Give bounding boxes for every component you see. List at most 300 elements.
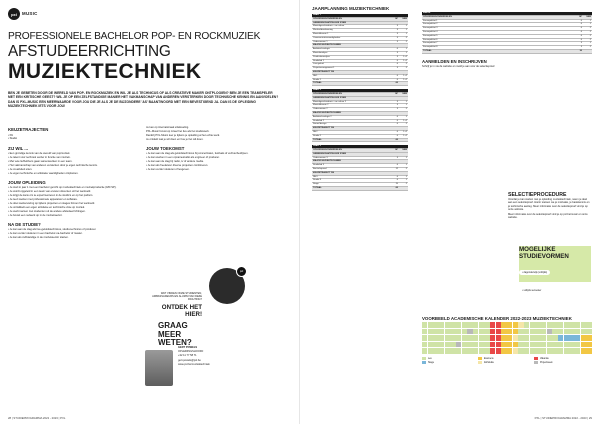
studievormen-title: MOGELIJKE STUDIEVORMEN <box>519 246 569 260</box>
table-cell-label: Ondernemen 2 <box>312 108 390 112</box>
selectie-block <box>508 192 592 220</box>
curriculum-table <box>312 14 408 86</box>
table-cell-sem: 1 <box>399 48 408 52</box>
table-cell-sp: SP <box>390 92 399 96</box>
calendar-cell <box>479 329 484 335</box>
curriculum-table <box>422 12 592 54</box>
list-item: • Het vakmanschap van anderen versterken door je eigen technische kennis. <box>8 163 98 167</box>
calendar-cell <box>450 348 455 354</box>
table-cell-sp: 6 <box>390 130 399 134</box>
calendar-cell <box>581 329 586 335</box>
calendar-cell <box>564 348 569 354</box>
table-cell-sp: 3 <box>390 104 399 108</box>
calendar-grid <box>422 322 592 354</box>
calendar-cell <box>535 329 540 335</box>
table-cell-sp: 3 <box>390 25 399 29</box>
calendar-cell <box>564 342 569 348</box>
table-cell-sp: 15 <box>390 183 399 187</box>
calendar-cell <box>462 342 467 348</box>
table-cell-sp: 6 <box>390 78 399 82</box>
calendar-cell <box>450 322 455 328</box>
calendar-row <box>422 348 592 354</box>
list-item: • Je kan aan de slag als geluidstechnicus bij concertzalen, festivals of verhuurbedrijven. <box>146 152 249 156</box>
calendar-cell <box>501 322 506 328</box>
legend-label: Projectweek <box>540 361 553 364</box>
calendar-cell <box>581 348 586 354</box>
contact-phone[interactable]: +32 11 77 58 71 <box>178 354 197 358</box>
calendar-cell <box>552 342 557 348</box>
calendar-cell <box>473 329 478 335</box>
calendar-cell <box>501 342 506 348</box>
list-item: • Je eigen technische en artistieke vaardigheden ontplooien. <box>8 171 79 175</box>
table-cell-sem: SEM <box>399 149 408 153</box>
table-header: JAAR 1 <box>312 14 408 17</box>
table-cell-sem <box>399 187 408 191</box>
page-number: 29 <box>588 416 592 420</box>
calendar-cell <box>484 348 489 354</box>
table-cell-sp: 3 <box>390 156 399 160</box>
calendar-cell <box>586 335 591 341</box>
table-cell-label: Muziekgeschiedenis - en cultuur 2 <box>312 100 390 104</box>
table-cell-sem: 1+2 <box>399 74 408 78</box>
calendar-cell <box>467 322 472 328</box>
right-page <box>300 0 600 424</box>
calendar-cell <box>490 348 495 354</box>
calendar-cell <box>507 322 512 328</box>
cta-block[interactable] <box>146 292 202 318</box>
table-cell-label: TOTAAL <box>312 82 390 86</box>
calendar-cell <box>535 342 540 348</box>
calendar-cell <box>524 348 529 354</box>
note-text: Schrijf je in via de website en meld je aan voor de selectieproef. <box>422 65 496 69</box>
table-cell-sem: 2 <box>399 123 408 127</box>
table-cell-label: MAJOR MUZIEKTECHNIEK <box>312 44 390 48</box>
list-item: Dankzij PXL-Music leer je tijdens je opleiding al het echte werk. <box>146 133 220 137</box>
contact-name: GERT POWELS <box>178 346 198 349</box>
table-cell-sp: 6 <box>390 179 399 183</box>
calendar-cell <box>518 348 523 354</box>
calendar-cell <box>547 322 552 328</box>
calendar-cell <box>552 335 557 341</box>
table-cell-sp: 6 <box>390 48 399 52</box>
table-cell-sp: SP <box>390 17 399 21</box>
legend-label: Stage <box>428 361 435 364</box>
heading-jouw-opleiding: JOUW OPLEIDING <box>8 179 46 185</box>
table-cell-sp: 60 <box>390 82 399 86</box>
table-cell-label: Studiolab 3 <box>312 164 390 168</box>
list-item: • Je talent voor techniek verder in functie van muziek. <box>8 156 71 160</box>
table-cell-sem: 1+2 <box>399 78 408 82</box>
table-cell-label: Muziektheorie 1 <box>312 32 390 36</box>
calendar-cell <box>518 335 523 341</box>
calendar-cell <box>433 322 438 328</box>
calendar-cell <box>586 342 591 348</box>
table-cell-sem: 1+2 <box>399 134 408 138</box>
table-cell-sp: 6 <box>390 59 399 63</box>
table-cell-sem: 1 <box>399 175 408 179</box>
table-cell-label: PA 3 <box>312 175 390 179</box>
table-cell-sp: 3 <box>390 100 399 104</box>
table-cell-sp: 3 <box>390 108 399 112</box>
table-cell-sp: 3 <box>390 40 399 44</box>
calendar-cell <box>484 322 489 328</box>
list-item: • Je wordt opgeleid in een team van ervaren docenten uit het werkveld. <box>8 190 91 194</box>
student-photo <box>209 268 245 304</box>
table-cell-label: Live-geluid <box>312 63 390 67</box>
table-cell-sem: 2 <box>399 108 408 112</box>
calendar-cell <box>575 335 580 341</box>
table-cell-sem: 2 <box>583 46 592 50</box>
calendar-cell <box>558 335 563 341</box>
page-number: 28 <box>8 416 12 420</box>
table-cell-sp: 6 <box>390 119 399 123</box>
calendar-cell <box>552 348 557 354</box>
table-cell-sem: 2 <box>399 183 408 187</box>
calendar-cell <box>564 329 569 335</box>
calendar-cell <box>433 335 438 341</box>
calendar-cell <box>501 335 506 341</box>
footer-text: | STUDIEPROGRAMMA 2022 - 2023 | PXL <box>11 416 66 420</box>
heading-jouw-toekomst: JOUW TOEKOMST <box>146 145 185 151</box>
list-item: • Je werkt samen met studenten uit de andere afstudeerrichtingen. <box>8 209 86 213</box>
calendar-cell <box>496 348 501 354</box>
calendar-cell <box>547 335 552 341</box>
cta-question: WAT VINDEN ONZE STUDENTEN, AMBASSADEURS EN ALUMNI VAN DEZE RICHTING? <box>152 292 202 302</box>
brand-name: MUSIC <box>22 11 38 16</box>
calendar-cell <box>541 329 546 335</box>
note-heading: AANMELDEN EN INSCHRIJVEN <box>422 58 487 64</box>
table-cell-sem: 1 <box>399 179 408 183</box>
table-cell-sp: 6 <box>574 30 583 34</box>
calendar-cell <box>428 342 433 348</box>
table-cell-label: PA 2 <box>312 130 390 134</box>
footer-right <box>535 416 592 420</box>
calendar-cell <box>518 329 523 335</box>
contact-role: OPLEIDINGSHOOFD <box>178 350 204 354</box>
calendar-cell <box>547 342 552 348</box>
table-cell-label: Werkveldverkenning <box>312 29 390 33</box>
calendar-cell <box>541 348 546 354</box>
table-cell-label: PA 1 <box>312 74 390 78</box>
table-cell-label: Keuzepakket 1 <box>422 19 574 23</box>
cta-link[interactable]: ONTDEK HET HIER! <box>161 303 202 318</box>
calendar-cell <box>564 322 569 328</box>
calendar-cell <box>445 348 450 354</box>
legend-item <box>534 361 590 365</box>
table-cell-sem: 2 <box>399 67 408 71</box>
curriculum-table <box>312 145 408 191</box>
calendar-cell <box>422 348 427 354</box>
calendar-cell <box>552 329 557 335</box>
table-cell-sp: SP <box>390 149 399 153</box>
legend-swatch <box>478 357 482 360</box>
table-cell-label: Keuzepakket 7 <box>422 42 574 46</box>
list-item: • Met vele liefhebbers gaan samenwerken in een team. <box>8 159 73 163</box>
list-item: • Je doet werkervaring op tijdens projecten en stages binnen het werkveld. <box>8 202 95 205</box>
list-item: • Je kan als freelancer diverse projecten combineren. <box>146 164 209 168</box>
table-cell-sem: 1 <box>583 23 592 27</box>
table-row <box>312 138 408 142</box>
list-item: • Je krijgt de kans om te experimenteren in de studio's en op het podium. <box>8 194 94 198</box>
legend-swatch <box>534 361 538 364</box>
calendar-cell <box>513 329 518 335</box>
table-cell-sp: 60 <box>390 187 399 191</box>
calendar-cell <box>439 348 444 354</box>
list-item: • Je bouwt een netwerk op in de muzieksector. <box>8 213 63 217</box>
calendar-cell <box>445 342 450 348</box>
table-cell-sem: 2 <box>399 36 408 40</box>
calendar-cell <box>433 329 438 335</box>
table-cell-label: KEUZETRAJECT PA <box>312 171 390 175</box>
table-cell-sp: 6 <box>574 27 583 31</box>
legend-item <box>478 361 534 365</box>
table-cell-sp: 3 <box>390 29 399 33</box>
table-cell-sem: 2 <box>583 30 592 34</box>
list-item: Je ontdekt wat je wil doen en hoe je het wil doen. <box>146 137 204 141</box>
calendar-cell <box>535 335 540 341</box>
calendar-cell <box>428 335 433 341</box>
table-cell-sem: 1+2 <box>399 59 408 63</box>
calendar-cell <box>445 329 450 335</box>
table-cell-label: Muziekanalyse <box>312 51 390 55</box>
curriculum-year-block <box>312 89 408 142</box>
table-cell-sem: 1 <box>399 29 408 33</box>
calendar-cell <box>473 342 478 348</box>
calendar-cell <box>450 342 455 348</box>
list-item: • Je kan aan de slag als live-geluidstechnicus, studio-technicus of producer. <box>8 228 97 232</box>
table-cell-sp: 6 <box>390 115 399 119</box>
calendar-row <box>422 342 592 348</box>
table-cell-sp: 30 <box>574 49 583 53</box>
calendar-cell <box>518 322 523 328</box>
calendar-cell <box>586 348 591 354</box>
calendar-cell <box>524 329 529 335</box>
page-kicker: PROFESSIONELE BACHELOR POP- EN ROCKMUZIEK <box>8 31 261 42</box>
calendar-cell <box>445 322 450 328</box>
table-cell-label: TOTAAL <box>312 138 390 142</box>
calendar-cell <box>513 342 518 348</box>
calendar-cell <box>473 322 478 328</box>
list-item: • Je creativiteit uiten. <box>8 167 33 171</box>
pxl-logo: pxl <box>8 8 20 20</box>
calendar-cell <box>513 348 518 354</box>
calendar-cell <box>422 322 427 328</box>
calendar-cell <box>462 322 467 328</box>
table-cell-sem <box>399 82 408 86</box>
calendar-cell <box>456 335 461 341</box>
calendar-cell <box>484 335 489 341</box>
calendar-cell <box>586 329 591 335</box>
table-cell-sem: 2 <box>399 63 408 67</box>
table-cell-label: Studiolab 2 <box>312 119 390 123</box>
table-cell-sp: 6 <box>574 23 583 27</box>
table-cell-sem: SEM <box>399 92 408 96</box>
table-cell-label: GEMEENSCHAPPELIJKE STAM <box>312 21 390 25</box>
curriculum-year-block <box>312 14 408 86</box>
table-cell-sem: 1+2 <box>399 55 408 59</box>
table-cell-sem: 1 <box>399 25 408 29</box>
legend-swatch <box>534 357 538 360</box>
calendar-cell <box>422 342 427 348</box>
calendar-cell <box>484 342 489 348</box>
calendar-cell <box>456 348 461 354</box>
calendar-cell <box>541 322 546 328</box>
table-cell-label: MAJOR MUZIEKTECHNIEK <box>312 111 390 115</box>
calendar-cell <box>569 342 574 348</box>
calendar-cell <box>558 348 563 354</box>
legend-label: Les <box>428 357 432 360</box>
table-cell-sem: 1 <box>583 19 592 23</box>
table-cell-label: Audiotechnologie <box>312 48 390 52</box>
list-item: • Studio <box>8 137 18 141</box>
list-item: • PA <box>8 133 13 137</box>
table-cell-label: OPLEIDINGSONDERDELEN <box>312 92 390 96</box>
list-item: • Je kan verder studeren of lesgeven. <box>146 168 190 172</box>
table-cell-sp: SP <box>574 15 583 19</box>
calendar-cell <box>467 348 472 354</box>
calendar-cell <box>524 322 529 328</box>
calendar-cell <box>439 335 444 341</box>
calendar-cell <box>507 329 512 335</box>
page-title-line1: AFSTUDEERRICHTING <box>8 43 171 60</box>
calendar-cell <box>462 335 467 341</box>
table-cell-label: Communicatievaardigheden <box>312 36 390 40</box>
table-cell-label: KEUZETRAJECT PA <box>312 70 390 74</box>
table-cell-label: Studiolab 1 <box>312 59 390 63</box>
selectie-text: Voordat je kan starten met je opleiding muziektechniek, neem je deel aan een selectieproef. Hierin toetsen we je motivatie, je basiskennis en je technische aanleg. Meer informatie over de selectieproef vind je op onze website. <box>508 198 590 211</box>
table-cell-label: Sound design <box>312 123 390 127</box>
calendar-cell <box>530 342 535 348</box>
heading-na-studie: NA DE STUDIE? <box>8 221 41 227</box>
calendar-cell <box>439 329 444 335</box>
left-column <box>8 122 138 240</box>
academic-calendar <box>422 316 592 365</box>
calendar-cell <box>530 348 535 354</box>
calendar-title: VOORBEELD ACADEMISCHE KALENDER 2022-2023 MUZIEKTECHNIEK <box>422 316 572 321</box>
list-item: • Je kan werken in een opnamestudio als engineer of producer. <box>146 156 220 160</box>
table-cell-label: OPLEIDINGSONDERDELEN <box>312 149 390 153</box>
table-cell-sp: 3 <box>390 36 399 40</box>
calendar-cell <box>462 329 467 335</box>
table-cell-sem: 1 <box>399 100 408 104</box>
table-cell-label: GEMEENSCHAPPELIJKE STAM <box>312 152 390 156</box>
calendar-cell <box>569 348 574 354</box>
calendar-cell <box>581 322 586 328</box>
table-header: JAAR 3 <box>312 145 408 148</box>
table-header: MINOR <box>422 12 592 15</box>
calendar-cell <box>530 329 535 335</box>
curriculum-year-block <box>312 145 408 191</box>
calendar-cell <box>462 348 467 354</box>
calendar-cell <box>541 335 546 341</box>
calendar-row <box>422 335 592 341</box>
calendar-cell <box>569 322 574 328</box>
calendar-cell <box>552 322 557 328</box>
contact-block <box>178 346 248 367</box>
calendar-cell <box>439 322 444 328</box>
calendar-cell <box>569 335 574 341</box>
calendar-cell <box>507 348 512 354</box>
calendar-cell <box>575 322 580 328</box>
calendar-cell <box>496 335 501 341</box>
calendar-cell <box>479 342 484 348</box>
calendar-cell <box>428 348 433 354</box>
calendar-cell <box>501 348 506 354</box>
calendar-row <box>422 329 592 335</box>
calendar-cell <box>490 335 495 341</box>
calendar-cell <box>428 329 433 335</box>
table-cell-sem: 1 <box>399 115 408 119</box>
calendar-cell <box>575 329 580 335</box>
calendar-cell <box>507 342 512 348</box>
calendar-cell <box>513 322 518 328</box>
table-cell-label: Studio 3 <box>312 179 390 183</box>
table-cell-sem: SEM <box>583 15 592 19</box>
calendar-cell <box>422 335 427 341</box>
contact-portrait <box>145 350 173 386</box>
calendar-cell <box>547 329 552 335</box>
table-cell-sp: 12 <box>390 168 399 172</box>
calendar-cell <box>490 342 495 348</box>
calendar-cell <box>586 322 591 328</box>
table-cell-sp: 6 <box>390 63 399 67</box>
table-cell-sem: 2 <box>399 40 408 44</box>
calendar-cell <box>575 348 580 354</box>
table-cell-sem: 1 <box>399 164 408 168</box>
table-cell-sem: 1 <box>399 156 408 160</box>
calendar-cell <box>450 335 455 341</box>
calendar-cell <box>569 329 574 335</box>
list-item: Je kan op internationaal uitwisseling. <box>146 126 190 129</box>
heading-keuzetrajecten: KEUZETRAJECTEN <box>8 127 49 132</box>
table-cell-sem: 2 <box>399 168 408 172</box>
table-cell-sem: 1+2 <box>399 119 408 123</box>
table-cell-sp: 3 <box>574 42 583 46</box>
calendar-cell <box>473 335 478 341</box>
contact-web[interactable]: www.pxl.be/muziektechniek <box>178 362 210 366</box>
legend-label: Vakantie <box>540 357 549 360</box>
legend-label: Zelfstudie <box>484 361 494 364</box>
table-cell-label: OPLEIDINGSONDERDELEN <box>312 17 390 21</box>
studievorm-pill: • voltijds semester <box>519 288 544 293</box>
table-cell-sp: 6 <box>574 38 583 42</box>
selectie-text-2: Meer informatie over de selectieproef vind je op pxl.be/music en onze website. <box>508 213 588 220</box>
table-cell-label: KEUZETRAJECT PA <box>312 127 390 131</box>
calendar-cell <box>513 335 518 341</box>
table-cell-label: Keuzepakket 4 <box>422 30 574 34</box>
calendar-cell <box>558 322 563 328</box>
table-cell-sem: 1 <box>583 42 592 46</box>
calendar-cell <box>456 322 461 328</box>
calendar-cell <box>507 335 512 341</box>
table-cell-sem: 1 <box>399 51 408 55</box>
legend-swatch <box>478 361 482 364</box>
right-column <box>146 126 286 172</box>
table-cell-label: Muziekgeschiedenis - en cultuur <box>312 25 390 29</box>
table-cell-label: Audiotechnologie 2 <box>312 115 390 119</box>
calendar-cell <box>467 329 472 335</box>
table-row <box>312 82 408 86</box>
calendar-cell <box>479 348 484 354</box>
calendar-cell <box>456 329 461 335</box>
table-cell-label: GEMEENSCHAPPELIJKE STAM <box>312 96 390 100</box>
curriculum-table <box>312 89 408 142</box>
calendar-cell <box>433 342 438 348</box>
intro-text: BEN JE GEBETEN DOOR DE WERELD VAN POP- EN ROCKMUZIEK EN WIL JE ALS TECHNICUS OF ALS CREATIEVE MAKER ONTPLOOIEN? BEN JE EEN TEAMSPELER MET EEN KRITISCHE GEEST? WIL JE OP EEN ZELFSTANDIGE MANIER HET VAKMANSCHAP VAN ANDEREN VERSTERKEN DOOR TECHNISCHE KENNIS EN AANVOELEN? DAN IS PXL-MUSIC EEN MEERWAARDE VOOR JOU DIE JE ALS JE DE BIJZONDERE 'AS' BAANTWOORD MET EEN BEVESTIGEND JA. DAN IS DE OPLEIDING MUZIEKTECHNIEK IETS VOOR JOU! <box>8 91 279 109</box>
list-item: • Een grondige kennis van de wereld van popmuziek. <box>8 152 71 156</box>
table-cell-sp: 6 <box>574 19 583 23</box>
contact-mail[interactable]: gert.powels@pxl.be <box>178 358 201 362</box>
